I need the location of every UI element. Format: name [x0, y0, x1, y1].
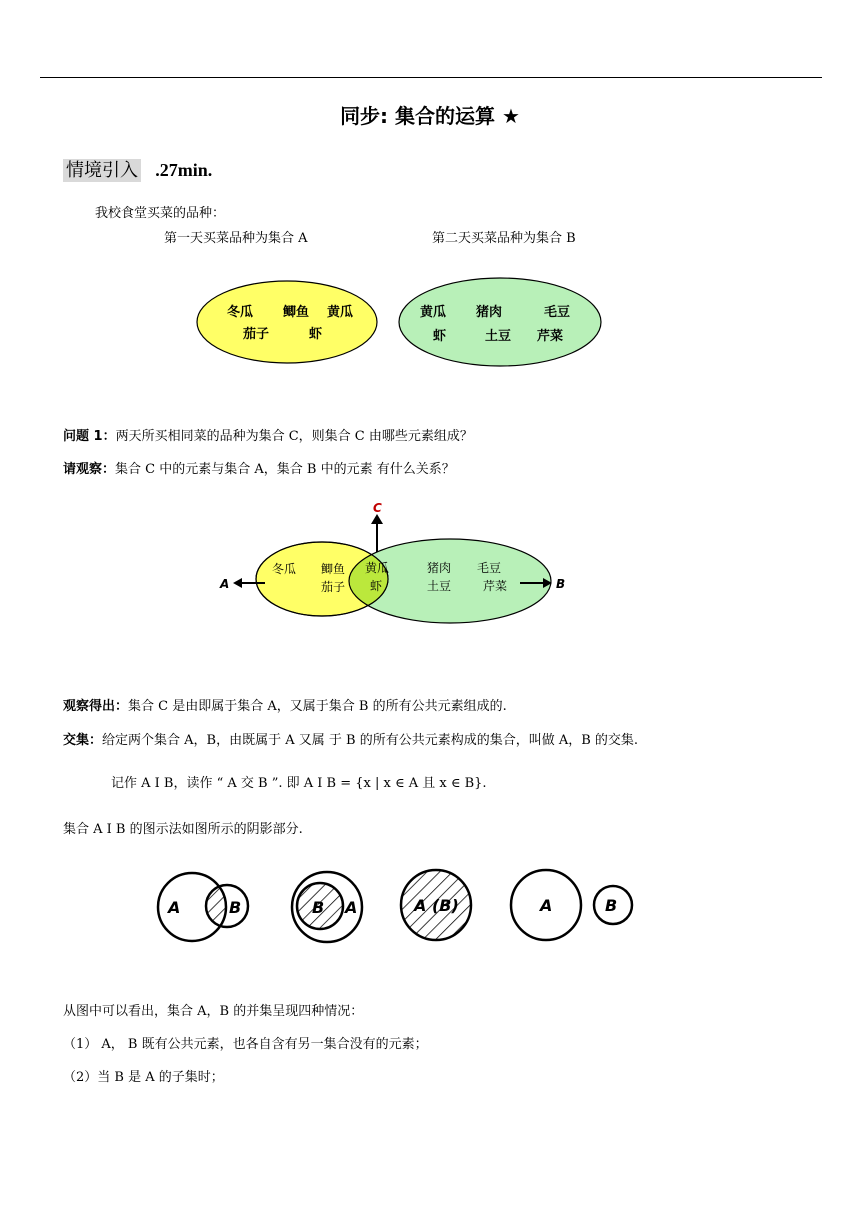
set-b-ellipse — [399, 278, 601, 366]
diagram-label-b: B — [229, 898, 242, 917]
set-a-item: 冬瓜 — [227, 305, 254, 320]
set-b-item: 毛豆 — [544, 305, 571, 320]
case-item: （1） A， B 既有公共元素，也各自含有另一集合没有的元素； — [63, 1037, 428, 1052]
day1-text: 第一天买菜品种为集合 A — [164, 231, 308, 246]
set-a-item: 黄瓜 — [327, 305, 354, 320]
notation: 记作 A I B，读作 “ A 交 B ”. 即 A I B = {x | x ∈ A 且 x ∈ B}. — [111, 776, 487, 791]
only-b-item: 土豆 — [427, 579, 452, 593]
diagram-label-a: A — [168, 898, 181, 917]
case-item: （2）当 B 是 A 的子集时； — [63, 1070, 224, 1085]
set-b-item: 虾 — [433, 329, 447, 344]
definition: 交集：给定两个集合 A，B，由既属于 A 又属 于 B 的所有公共元素构成的集合，叫做 A，B 的交集. — [63, 733, 639, 748]
arrow-head-icon — [233, 578, 242, 588]
diagram-label-b: B — [605, 896, 618, 915]
diagram-label-a: A — [540, 896, 553, 915]
only-b-item: 猪肉 — [427, 561, 452, 575]
observe-prompt: 请观察：集合 C 中的元素与集合 A，集合 B 中的元素 有什么关系？ — [63, 462, 455, 477]
arrow-head-icon — [371, 514, 383, 524]
set-a-item: 茄子 — [243, 327, 270, 342]
set-a-ellipse — [197, 281, 377, 363]
diagram-label-ab: A (B) — [414, 896, 459, 915]
question-1: 问题 1：两天所买相同菜的品种为集合 C，则集合 C 由哪些元素组成？ — [63, 429, 473, 444]
set-a-item: 虾 — [309, 327, 323, 342]
set-b-item: 黄瓜 — [420, 305, 447, 320]
set-b-item: 芹菜 — [537, 329, 564, 344]
set-b-item: 土豆 — [485, 329, 512, 344]
label-c: C — [373, 501, 382, 515]
only-a-item: 冬瓜 — [272, 562, 297, 576]
page-title: 同步: 集合的运算 ★ — [340, 104, 520, 128]
cases-intro: 从图中可以看出，集合 A，B 的并集呈现四种情况： — [63, 1004, 364, 1019]
diagram-caption: 集合 A I B 的图示法如图所示的阴影部分. — [63, 822, 303, 837]
conclusion: 观察得出：集合 C 是由即属于集合 A，又属于集合 B 的所有公共元素组成的. — [63, 699, 507, 714]
set-a-item: 鲫鱼 — [283, 305, 310, 320]
section-time: .27min. — [155, 160, 213, 180]
diagram-label-a: A — [345, 898, 358, 917]
intro-line: 我校食堂买菜的品种： — [95, 206, 226, 221]
only-b-item: 毛豆 — [477, 561, 502, 575]
label-a: A — [220, 577, 230, 591]
day2-text: 第二天买菜品种为集合 B — [432, 231, 576, 246]
common-item: 黄瓜 — [365, 561, 390, 575]
set-b-item: 猪肉 — [476, 305, 503, 320]
label-b: B — [556, 577, 566, 591]
common-item: 虾 — [370, 579, 383, 593]
only-a-item: 鲫鱼 — [321, 562, 346, 576]
diagram-label-b: B — [312, 898, 325, 917]
only-a-item: 茄子 — [321, 580, 346, 594]
section-label: 情境引入 — [63, 159, 141, 182]
only-b-item: 芹菜 — [483, 579, 508, 593]
